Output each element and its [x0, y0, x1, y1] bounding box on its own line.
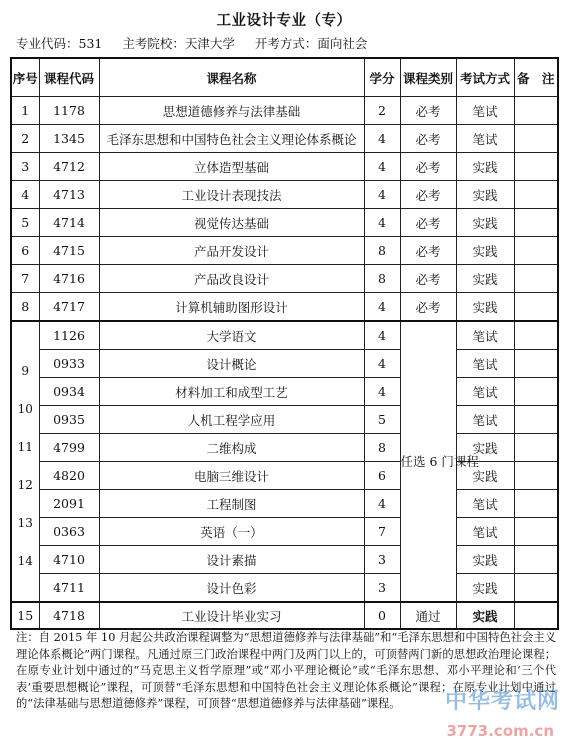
row-credit: 4	[364, 321, 400, 350]
page-title: 工业设计专业（专）	[216, 13, 352, 29]
row-exam: 实践	[456, 181, 514, 209]
row-credit: 4	[364, 125, 400, 153]
row-credit: 4	[364, 378, 400, 406]
row-exam: 实践	[456, 546, 514, 574]
row-code: 1345	[39, 125, 99, 153]
row-seq: 5	[11, 209, 39, 237]
header-code: 课程代码	[39, 58, 99, 97]
elective-seq-number: 11	[17, 439, 33, 454]
required-courses	[11, 97, 558, 322]
row-code: 4713	[39, 181, 99, 209]
table-row	[11, 125, 558, 153]
major-info	[16, 34, 383, 52]
course-table	[10, 57, 559, 630]
row-credit: 4	[364, 153, 400, 181]
row-type: 必考	[400, 125, 456, 153]
row-name: 英语（一）	[99, 518, 364, 546]
table-header-row	[11, 58, 558, 97]
row-note	[514, 406, 558, 434]
row-credit: 5	[364, 406, 400, 434]
elective-courses	[11, 321, 558, 602]
row-note	[514, 574, 558, 603]
table-row	[11, 265, 558, 293]
row-exam: 实践	[456, 209, 514, 237]
row-exam: 笔试	[456, 406, 514, 434]
row-name: 工程制图	[99, 490, 364, 518]
row-exam: 实践	[456, 574, 514, 603]
row-name: 立体造型基础	[99, 153, 364, 181]
row-exam: 笔试	[456, 490, 514, 518]
row-seq: 15	[11, 602, 39, 629]
row-seq: 7	[11, 265, 39, 293]
row-exam: 实践	[456, 153, 514, 181]
row-name: 设计概论	[99, 350, 364, 378]
row-credit: 8	[364, 237, 400, 265]
row-exam: 实践	[456, 462, 514, 490]
table-row	[11, 378, 558, 406]
row-name: 视觉传达基础	[99, 209, 364, 237]
row-type: 必考	[400, 265, 456, 293]
table-row	[11, 602, 558, 629]
row-credit: 3	[364, 574, 400, 603]
table-row	[11, 546, 558, 574]
table-row	[11, 574, 558, 603]
row-exam: 笔试	[456, 518, 514, 546]
elective-seq-number: 9	[21, 363, 30, 378]
row-note	[514, 462, 558, 490]
row-code: 0935	[39, 406, 99, 434]
row-name: 二维构成	[99, 434, 364, 462]
row-note	[514, 153, 558, 181]
elective-seq-number: 12	[17, 477, 33, 492]
row-name: 大学语文	[99, 321, 364, 350]
row-exam: 笔试	[456, 378, 514, 406]
site-watermark	[390, 684, 560, 740]
row-type: 必考	[400, 97, 456, 125]
row-code: 0934	[39, 378, 99, 406]
final-course	[11, 602, 558, 629]
elective-seq-cell	[11, 321, 39, 602]
row-note	[514, 321, 558, 350]
header-credit: 学分	[364, 58, 400, 97]
elective-seq-number: 14	[17, 553, 33, 568]
row-seq: 2	[11, 125, 39, 153]
row-code: 1126	[39, 321, 99, 350]
row-exam: 实践	[456, 237, 514, 265]
row-name: 设计素描	[99, 546, 364, 574]
row-credit: 6	[364, 462, 400, 490]
row-exam: 笔试	[456, 321, 514, 350]
header-type: 课程类别	[400, 58, 456, 97]
table-row	[11, 181, 558, 209]
row-exam: 实践	[456, 434, 514, 462]
row-credit: 7	[364, 518, 400, 546]
row-note	[514, 490, 558, 518]
row-name: 产品改良设计	[99, 265, 364, 293]
row-note	[514, 546, 558, 574]
row-note	[514, 209, 558, 237]
table-row	[11, 321, 558, 350]
row-code: 4715	[39, 237, 99, 265]
row-seq: 4	[11, 181, 39, 209]
row-type: 通过	[400, 602, 456, 629]
row-name: 电脑三维设计	[99, 462, 364, 490]
row-code: 4717	[39, 293, 99, 322]
row-note	[514, 237, 558, 265]
row-type: 必考	[400, 153, 456, 181]
row-name: 工业设计表现技法	[99, 181, 364, 209]
row-credit: 4	[364, 293, 400, 322]
row-seq: 3	[11, 153, 39, 181]
row-type: 必考	[400, 293, 456, 322]
row-note	[514, 97, 558, 125]
row-name: 计算机辅助图形设计	[99, 293, 364, 322]
row-credit: 2	[364, 97, 400, 125]
row-note	[514, 350, 558, 378]
row-note	[514, 181, 558, 209]
major-code: 专业代码：531	[16, 36, 103, 51]
row-code: 4799	[39, 434, 99, 462]
row-code: 0933	[39, 350, 99, 378]
row-exam: 实践	[456, 602, 514, 629]
row-note	[514, 378, 558, 406]
row-code: 4710	[39, 546, 99, 574]
row-type: 必考	[400, 237, 456, 265]
row-note	[514, 518, 558, 546]
table-row	[11, 153, 558, 181]
table-row	[11, 406, 558, 434]
row-credit: 4	[364, 490, 400, 518]
row-name: 产品开发设计	[99, 237, 364, 265]
row-note	[514, 602, 558, 629]
row-name: 毛泽东思想和中国特色社会主义理论体系概论	[99, 125, 364, 153]
row-name: 材料加工和成型工艺	[99, 378, 364, 406]
row-credit: 8	[364, 434, 400, 462]
row-note	[514, 265, 558, 293]
row-seq: 8	[11, 293, 39, 322]
row-exam: 实践	[456, 265, 514, 293]
header-exam: 考试方式	[456, 58, 514, 97]
row-code: 4711	[39, 574, 99, 603]
row-code: 4712	[39, 153, 99, 181]
table-row	[11, 97, 558, 125]
row-exam: 实践	[456, 293, 514, 322]
row-note	[514, 434, 558, 462]
row-credit: 0	[364, 602, 400, 629]
row-code: 4820	[39, 462, 99, 490]
row-credit: 4	[364, 209, 400, 237]
watermark-logo: 中华考试网	[444, 689, 560, 714]
header-seq: 序号	[11, 58, 39, 97]
row-credit: 4	[364, 181, 400, 209]
table-row	[11, 518, 558, 546]
watermark-url: 3773.com.cn	[446, 722, 554, 740]
row-code: 4716	[39, 265, 99, 293]
table-row	[11, 209, 558, 237]
row-exam: 笔试	[456, 350, 514, 378]
row-credit: 8	[364, 265, 400, 293]
row-exam: 笔试	[456, 97, 514, 125]
row-code: 4718	[39, 602, 99, 629]
row-name: 思想道德修养与法律基础	[99, 97, 364, 125]
row-seq: 6	[11, 237, 39, 265]
row-credit: 3	[364, 546, 400, 574]
row-name: 设计色彩	[99, 574, 364, 603]
row-code: 4714	[39, 209, 99, 237]
row-name: 人机工程学应用	[99, 406, 364, 434]
table-row	[11, 350, 558, 378]
footnote: 注：自 2015 年 10 月起公共政治课程调整为“思想道德修养与法律基础”和“毛泽东思想和中国特色社会主义理论体系概论”两门课程。凡通过原三门政治课程中两门及两门以上的，可顶替两门新的思想政治理论课程；在原专业计划中通过的“马克思主义哲学原理”或“邓小平理论概论”或“毛泽东思想、邓小平理论和‘三个代表’重要思想概论”课程，可顶替“毛泽东思想和中国特色社会主义理论体系概论”课程；在原专业计划中通过的“法律基础与思想道德修养”课程，可顶替“思想道德修养与法律基础”课程。	[16, 631, 556, 710]
row-type: 必考	[400, 181, 456, 209]
row-credit: 4	[364, 350, 400, 378]
row-note	[514, 293, 558, 322]
header-name: 课程名称	[99, 58, 364, 97]
exam-mode: 开考方式：面向社会	[254, 36, 368, 51]
row-code: 1178	[39, 97, 99, 125]
row-type: 必考	[400, 209, 456, 237]
row-exam: 笔试	[456, 125, 514, 153]
table-row	[11, 293, 558, 322]
host-school: 主考院校：天津大学	[122, 36, 235, 51]
header-note: 备 注	[514, 58, 558, 97]
row-name: 工业设计毕业实习	[99, 602, 364, 629]
row-code: 0363	[39, 518, 99, 546]
row-code: 2091	[39, 490, 99, 518]
table-row	[11, 490, 558, 518]
elective-seq-number: 13	[17, 515, 33, 530]
row-note	[514, 125, 558, 153]
table-row	[11, 237, 558, 265]
elective-type-cell: 任选 6 门课程	[400, 321, 456, 602]
row-seq: 1	[11, 97, 39, 125]
elective-seq-number: 10	[17, 401, 33, 416]
